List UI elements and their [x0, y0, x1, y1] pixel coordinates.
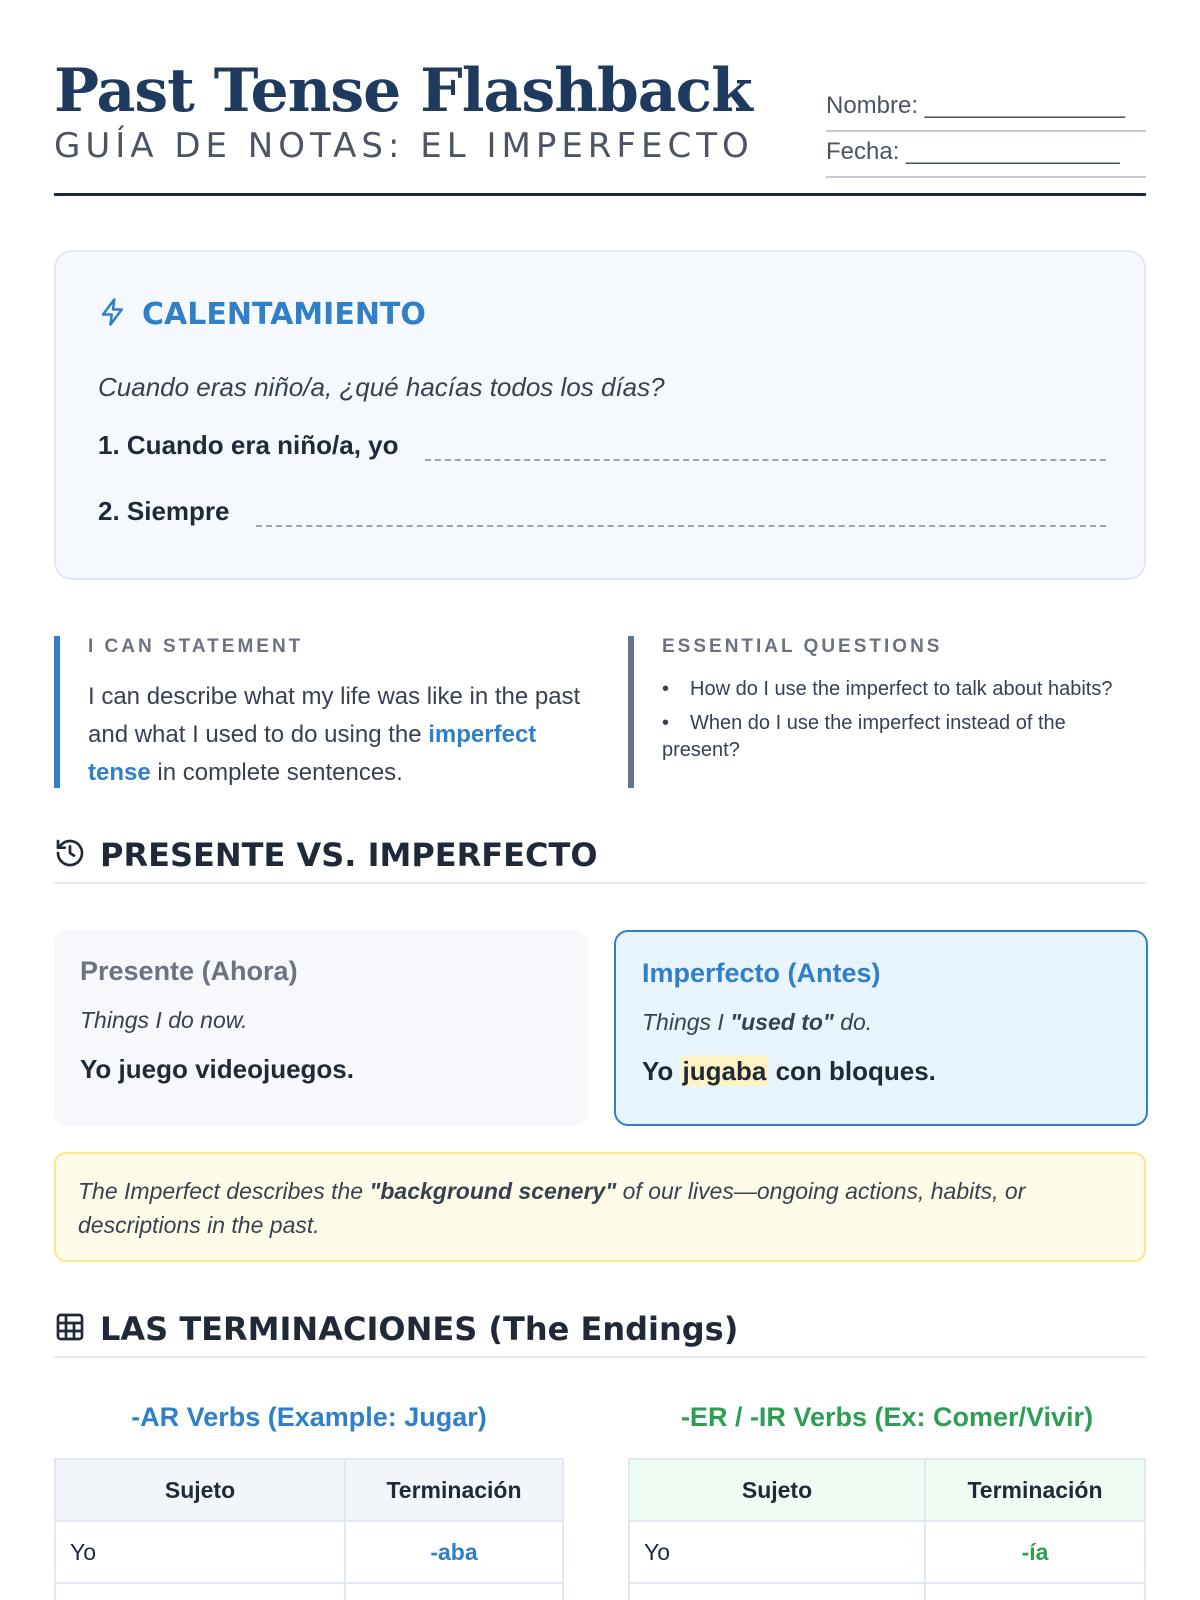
essential-questions [628, 636, 1146, 788]
imperfect-subtitle [642, 1009, 1120, 1036]
note-start: The Imperfect describes the [78, 1178, 364, 1204]
warmup-item [98, 496, 1106, 527]
date-field[interactable]: Fecha: ________________ [826, 132, 1146, 178]
imperfect-card [614, 930, 1148, 1126]
ending-cell: -ía [925, 1521, 1145, 1583]
table-row [55, 1521, 563, 1583]
present-example: Yo juego videojuegos. [80, 1054, 354, 1084]
compare-section-header [54, 828, 1146, 884]
table-row [55, 1583, 563, 1600]
column-header: Sujeto [629, 1459, 925, 1521]
ending-cell [925, 1583, 1145, 1600]
warmup-prompt: Cuando eras niño/a, ¿qué hacías todos los días? [98, 372, 665, 402]
subject-cell: Yo [55, 1521, 345, 1583]
table-row [629, 1583, 1145, 1600]
student-info [826, 86, 1146, 178]
imperfect-title: Imperfecto (Antes) [642, 958, 881, 988]
subtitle-start: Things I [642, 1009, 724, 1035]
warmup-title: CALENTAMIENTO [142, 297, 426, 332]
section-title: PRESENTE VS. IMPERFECTO [100, 836, 598, 874]
essential-questions-list [662, 676, 1146, 764]
ar-verbs-table [54, 1402, 564, 1600]
warmup-card [54, 250, 1146, 580]
history-icon [54, 837, 86, 874]
page-title: Past Tense Flashback [54, 56, 752, 126]
list-item: • When do I use the imperfect instead of the present? [662, 712, 1066, 761]
lightning-icon [98, 296, 128, 333]
present-title: Presente (Ahora) [80, 956, 298, 986]
background-scenery-note [54, 1152, 1146, 1262]
page-header [54, 56, 1146, 196]
present-card [54, 930, 588, 1126]
page-subtitle: GUÍA DE NOTAS: EL IMPERFECTO [54, 126, 754, 166]
section-title: LAS TERMINACIONES (The Endings) [100, 1310, 739, 1348]
column-header: Terminación [345, 1459, 563, 1521]
table-header-row [55, 1459, 563, 1521]
ar-table-title: -AR Verbs (Example: Jugar) [131, 1402, 487, 1432]
subject-cell: Yo [629, 1521, 925, 1583]
i-can-text [88, 678, 594, 792]
table-icon [54, 1311, 86, 1348]
endings-section-header [54, 1302, 1146, 1358]
question-text: When do I use the imperfect instead of the present? [662, 712, 1066, 761]
example-end: con bloques. [775, 1056, 936, 1086]
note-end: of our lives—ongoing actions, habits, or descriptions in the past. [78, 1178, 1026, 1238]
er-table-title: -ER / -IR Verbs (Ex: Comer/Vivir) [680, 1402, 1094, 1432]
subject-cell [55, 1583, 345, 1600]
present-subtitle: Things I do now. [80, 1007, 248, 1033]
warmup-item-label: 1. Cuando era niño/a, yo [98, 430, 399, 460]
subtitle-emphasis: "used to" [730, 1009, 834, 1035]
imperfect-example [642, 1056, 1120, 1087]
column-header: Terminación [925, 1459, 1145, 1521]
i-can-label: I CAN STATEMENT [88, 636, 304, 657]
list-item: • How do I use the imperfect to talk about habits? [662, 678, 1113, 700]
highlighted-verb: jugaba [682, 1056, 767, 1086]
table-header-row [629, 1459, 1145, 1521]
ending-cell: -aba [345, 1521, 563, 1583]
name-field[interactable]: Nombre: _______________ [826, 86, 1146, 132]
note-emphasis: "background scenery" [369, 1178, 617, 1204]
endings-table [54, 1458, 564, 1600]
essential-questions-label: ESSENTIAL QUESTIONS [662, 636, 943, 657]
table-row [629, 1521, 1145, 1583]
column-header: Sujeto [55, 1459, 345, 1521]
ending-cell [345, 1583, 563, 1600]
question-text: How do I use the imperfect to talk about habits? [690, 678, 1113, 700]
answer-line[interactable] [256, 503, 1106, 527]
endings-table [628, 1458, 1146, 1600]
warmup-header [98, 296, 426, 333]
warmup-item [98, 430, 1106, 461]
warmup-item-label: 2. Siempre [98, 496, 230, 526]
answer-line[interactable] [425, 437, 1107, 461]
i-can-text-start: I can describe what my life was like in the past and what I used to do using the [88, 683, 581, 748]
i-can-text-end: in complete sentences. [157, 759, 403, 786]
i-can-statement [54, 636, 594, 788]
subtitle-end: do. [840, 1009, 873, 1035]
example-start: Yo [642, 1056, 674, 1086]
subject-cell [629, 1583, 925, 1600]
er-ir-verbs-table [628, 1402, 1146, 1600]
i-can-highlight: imperfect tense [88, 721, 537, 786]
notes-page [54, 0, 1146, 1600]
